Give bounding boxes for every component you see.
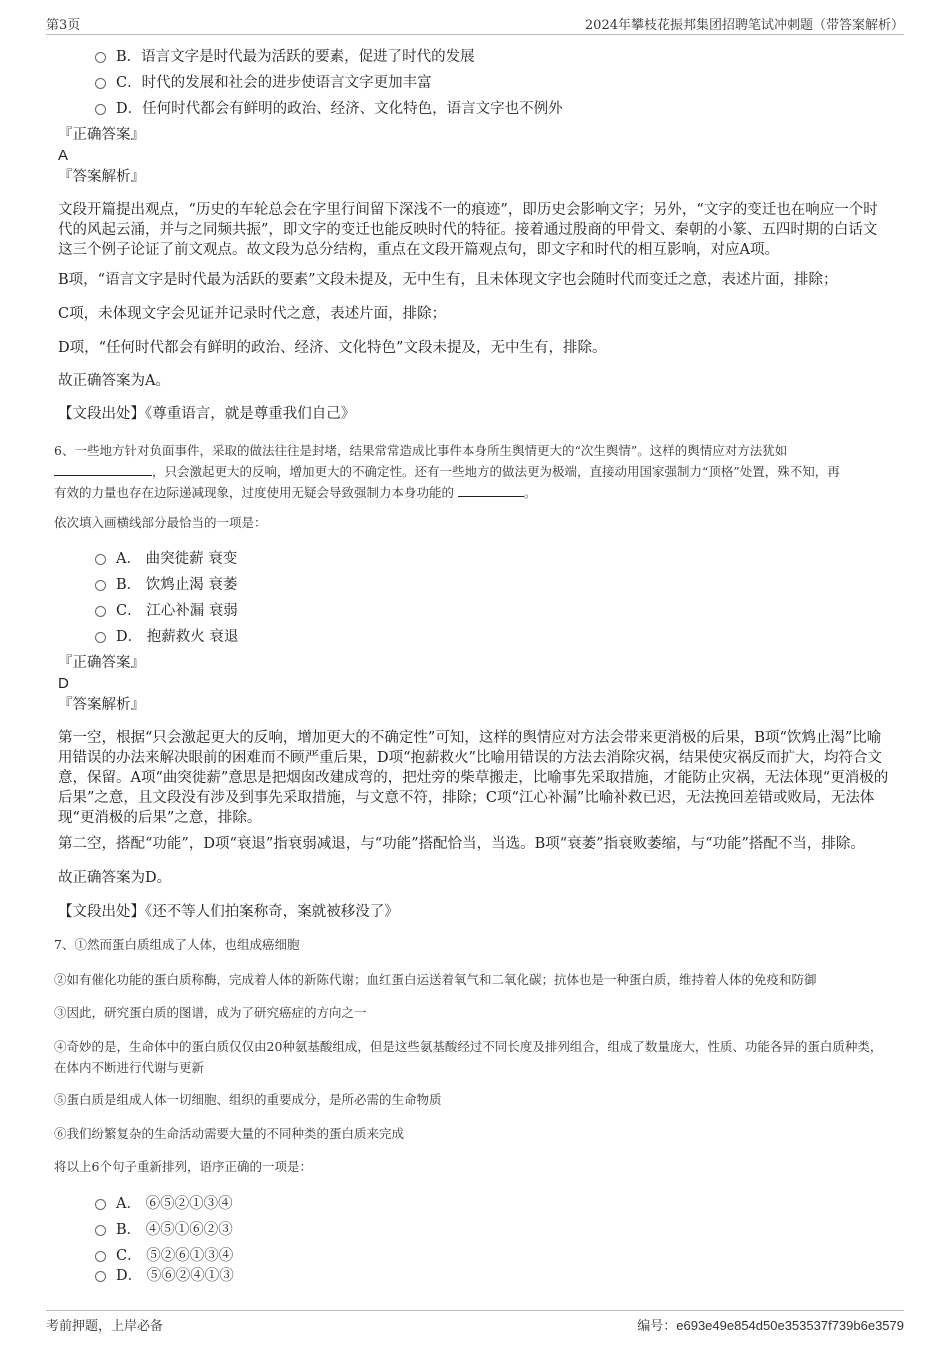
radio-icon[interactable] [95, 606, 106, 617]
radio-icon[interactable] [95, 632, 106, 643]
q7-sentence-2: ②如有催化功能的蛋白质称酶，完成着人体的新陈代谢；血红蛋白运送着氧气和二氧化碳；抗体也是一种蛋白质，维持着人体的免疫和防御 [54, 972, 817, 987]
q6-source: 【文段出处】《还不等人们拍案称奇，案就被移没了》 [58, 904, 399, 920]
radio-icon[interactable] [95, 52, 106, 63]
radio-icon[interactable] [95, 104, 106, 115]
radio-icon[interactable] [95, 554, 106, 565]
q5-analysis-p4: D项，“任何时代都会有鲜明的政治、经济、文化特色”文段未提及，无中生有，排除。 [58, 340, 607, 356]
q5-analysis-p2: B项，“语言文字是时代最为活跃的要素”文段未提及，无中生有，且未体现文字也会随时代而变迁之意，表述片面，排除； [58, 272, 838, 288]
radio-icon[interactable] [95, 1199, 106, 1210]
radio-icon[interactable] [95, 78, 106, 89]
q6-stem: 6、一些地方针对负面事件，采取的做法往往是封堵，结果常常造成比事件本身所生舆情更大的“次生舆情”。这样的舆情应对方法犹如 ，只会激起更大的反响，增加更大的不确定性。还有一些地方的做法更为极端，直接动用国家强制力“顶格”处置，殊不知，再 有效的力量也存在边际递减现象，过度使用无疑会导致强制力本身功能的 。 [54, 443, 840, 500]
blank-2 [458, 484, 524, 497]
q5-source: 【文段出处】《尊重语言，就是尊重我们自己》 [58, 406, 356, 422]
q5-analysis-label: 『答案解析』 [58, 169, 145, 185]
q6-analysis-p1: 第一空，根据“只会激起更大的反响，增加更大的不确定性”可知，这样的舆情应对方法会带来更消极的后果，B项“饮鸩止渴”比喻用错误的办法来解决眼前的困难而不顾严重后果，D项“抱薪救火”比喻用错误的方法去消除灾祸，结果使灾祸反而扩大，均符合文意，保留。A项“曲突徙薪”意思是把烟囱改建成弯的，把灶旁的柴草搬走，比喻事先采取措施，才能防止灾祸，无法体现“更消极的后果”之意，且文段没有涉及到事先采取措施，与文意不符，排除；C项“江心补漏”比喻补救已迟，无法挽回差错或败局，无法体现“更消极的后果”之意，排除。 [58, 730, 889, 826]
q7-prompt: 将以上6个句子重新排列，语序正确的一项是： [54, 1159, 312, 1174]
q7-sentence-5: ⑤蛋白质是组成人体一切细胞、组织的重要成分，是所必需的生命物质 [54, 1092, 442, 1107]
q7-option-a[interactable]: A． ⑥⑤②①③④ [95, 1194, 233, 1214]
footer-slogan: 考前押题，上岸必备 [46, 1319, 164, 1334]
q6-answer-label: 『正确答案』 [58, 655, 145, 671]
radio-icon[interactable] [95, 1251, 106, 1262]
radio-icon[interactable] [95, 1271, 106, 1282]
q7-option-b[interactable]: B． ④⑤①⑥②③ [95, 1220, 233, 1240]
q6-prompt: 依次填入画横线部分最恰当的一项是： [54, 515, 267, 530]
q7-sentence-3: ③因此，研究蛋白质的图谱，成为了研究癌症的方向之一 [54, 1005, 367, 1020]
q5-option-d[interactable]: D．任何时代都会有鲜明的政治、经济、文化特色，语言文字也不例外 [95, 99, 563, 119]
blank-1 [54, 463, 152, 476]
q5-answer-label: 『正确答案』 [58, 127, 145, 143]
q5-answer: A [58, 147, 69, 164]
q6-analysis-p2: 第二空，搭配“功能”，D项“衰退”指衰弱减退，与“功能”搭配恰当，当选。B项“衰萎”指衰败萎缩，与“功能”搭配不当，排除。 [58, 836, 865, 852]
q6-option-b[interactable]: B． 饮鸩止渴 衰萎 [95, 575, 237, 595]
page-footer [46, 1310, 904, 1337]
q5-option-c[interactable]: C．时代的发展和社会的进步使语言文字更加丰富 [95, 73, 432, 93]
q7-sentence-1: 7、①然而蛋白质组成了人体，也组成癌细胞 [54, 937, 300, 952]
q6-analysis-p3: 故正确答案为D。 [58, 870, 172, 886]
footer-code: 编号：e693e49e854d50e353537f739b6e3579 [637, 1318, 904, 1333]
q6-option-c[interactable]: C． 江心补漏 衰弱 [95, 601, 238, 621]
q6-analysis-label: 『答案解析』 [58, 697, 145, 713]
q7-sentence-4: ④奇妙的是，生命体中的蛋白质仅仅由20种氨基酸组成，但是这些氨基酸经过不同长度及排列组合，组成了数量庞大，性质、功能各异的蛋白质种类，在体内不断进行代谢与更新 [54, 1039, 883, 1075]
q5-analysis-p5: 故正确答案为A。 [58, 373, 170, 389]
q5-analysis-p3: C项，未体现文字会见证并记录时代之意，表述片面，排除； [58, 306, 447, 322]
document-title: 2024年攀枝花振邦集团招聘笔试冲刺题（带答案解析） [584, 18, 904, 33]
q7-sentence-6: ⑥我们纷繁复杂的生命活动需要大量的不同种类的蛋白质来完成 [54, 1126, 405, 1141]
q6-option-a[interactable]: A． 曲突徙薪 衰变 [95, 549, 237, 569]
page-number: 第3页 [46, 18, 81, 33]
q6-answer: D [58, 675, 69, 692]
radio-icon[interactable] [95, 580, 106, 591]
q7-option-c[interactable]: C． ⑤②⑥①③④ [95, 1246, 233, 1266]
q5-option-b[interactable]: B．语言文字是时代最为活跃的要素，促进了时代的发展 [95, 47, 475, 67]
q6-option-d[interactable]: D． 抱薪救火 衰退 [95, 627, 238, 647]
q7-option-d[interactable]: D． ⑤⑥②④①③ [95, 1266, 234, 1286]
q5-analysis-p1: 文段开篇提出观点，“历史的车轮总会在字里行间留下深浅不一的痕迹”，即历史会影响文字；另外，“文字的变迁也在响应一个时代的风起云涌，并与之同频共振”，即文字的变迁也能反映时代的特征。接着通过殷商的甲骨文、秦朝的小篆、五四时期的白话文这三个例子论证了前文观点。故文段为总分结构，重点在文段开篇观点句，即文字和时代的相互影响，对应A项。 [58, 202, 878, 258]
page-header [46, 14, 904, 35]
radio-icon[interactable] [95, 1225, 106, 1236]
